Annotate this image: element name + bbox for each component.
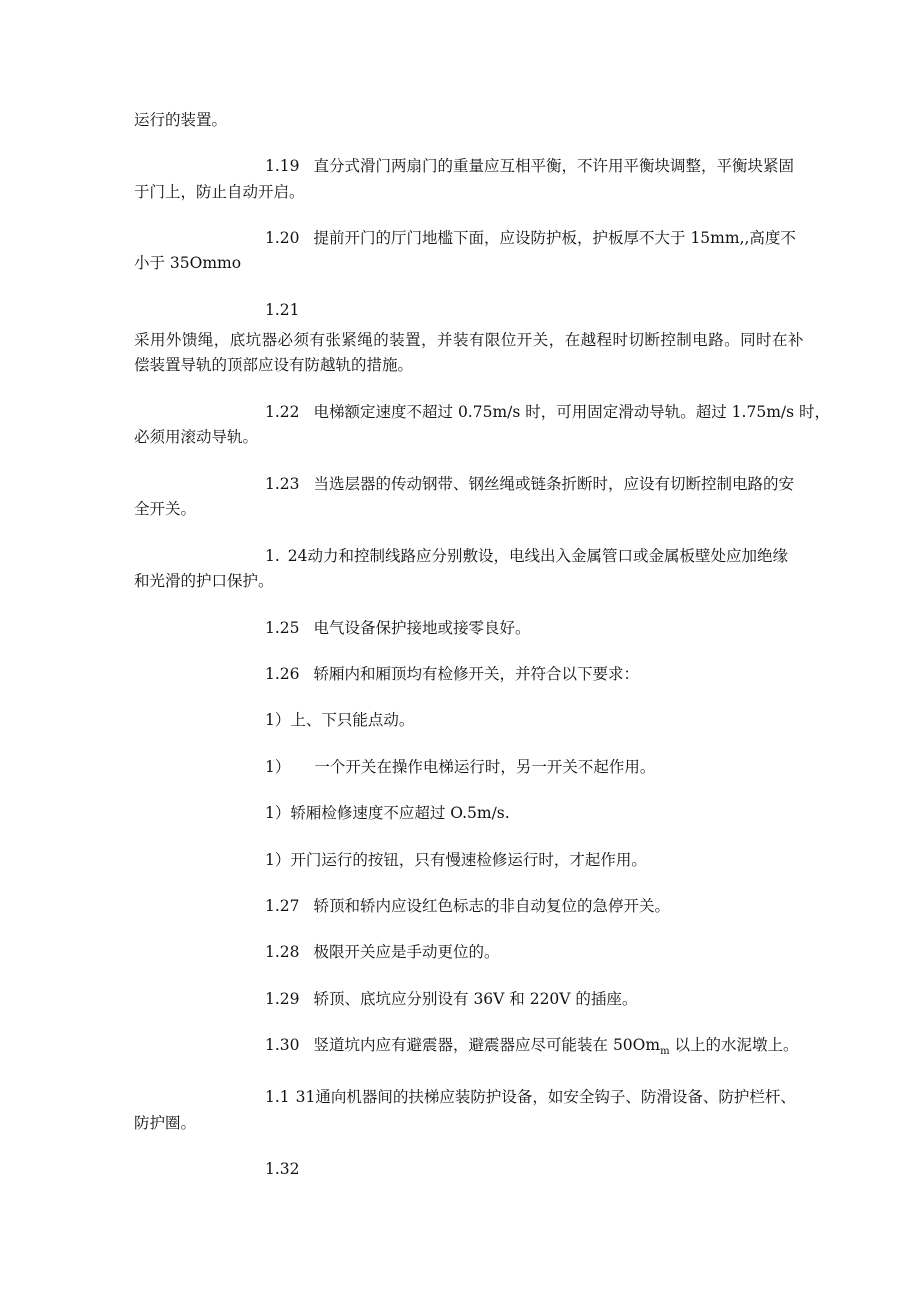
para-1-24-line1	[265, 546, 788, 566]
item-number: 1）	[265, 758, 291, 776]
para-number: 1.27	[265, 897, 300, 915]
para-1-19-line2: 于门上，防止自动开启。	[134, 183, 305, 201]
para-text: 轿顶、底坑应分别设有 36V 和 220V 的插座。	[313, 990, 638, 1008]
item-text: 一个开关在操作电梯运行时，另一开关不起作用。	[314, 758, 656, 776]
para-number: 1.19	[265, 157, 300, 175]
para-number: 1.22	[265, 403, 300, 421]
para-1-26	[265, 664, 639, 684]
para-text: 直分式滑门两扇门的重量应互相平衡，不许用平衡块调整，平衡块紧固	[313, 157, 795, 175]
para-number: 1.30	[265, 1036, 300, 1054]
para-1-29	[265, 989, 637, 1009]
para-number: 1.29	[265, 990, 300, 1008]
unit-subscript: m	[660, 1046, 670, 1058]
para-1-23-line2: 全开关。	[134, 500, 197, 518]
para-1-20-line1	[265, 228, 796, 248]
para-1-21-number: 1.21	[265, 301, 300, 319]
list-item	[265, 850, 647, 870]
para-text: 轿厢内和厢顶均有检修开关，并符合以下要求：	[313, 665, 640, 683]
para-1-27	[265, 896, 670, 916]
para-1-23-line1	[265, 474, 794, 494]
para-text: 24动力和控制线路应分别敷设，电线出入金属管口或金属板壁处应加绝缘	[287, 547, 789, 565]
para-number: 1.23	[265, 475, 300, 493]
para-1-28	[265, 942, 500, 962]
para-number: 1.28	[265, 943, 300, 961]
para-text: 轿顶和轿内应设红色标志的非自动复位的急停开关。	[313, 897, 671, 915]
list-item	[265, 803, 510, 823]
para-1-20-line2: 小于 35Ommo	[134, 254, 242, 272]
para-1-31-line2: 防护圈。	[134, 1114, 197, 1132]
item-number: 1）	[265, 711, 291, 729]
item-text: 轿厢检修速度不应超过 O.5m∕s.	[290, 804, 510, 822]
para-1-24-line2: 和光滑的护口保护。	[134, 572, 274, 590]
para-1-21-line2: 偿装置导轨的顶部应设有防越轨的措施。	[134, 356, 414, 374]
para-text: 竖道坑内应有避震器，避震器应尽可能装在 50Om	[313, 1036, 661, 1054]
para-1-22-line2: 必须用滚动导轨。	[134, 428, 259, 446]
item-number: 1）	[265, 804, 291, 822]
para-text: 电梯额定速度不超过 0.75m∕s 时，可用固定滑动导轨。超过 1.75m∕s 时，	[313, 403, 830, 421]
para-text: 提前开门的厅门地槛下面，应设防护板，护板厚不大于 15mm,,高度不	[313, 229, 796, 247]
para-1-32-number: 1.32	[265, 1160, 300, 1178]
para-number: 1.20	[265, 229, 300, 247]
para-text: 当选层器的传动钢带、钢丝绳或链条折断时，应设有切断控制电路的安	[313, 475, 795, 493]
para-1-31-line1	[265, 1087, 796, 1107]
list-item	[265, 757, 655, 777]
list-item	[265, 710, 414, 730]
para-text-tail: 以上的水泥墩上。	[669, 1036, 799, 1054]
item-number: 1）	[265, 851, 291, 869]
item-text: 上、下只能点动。	[290, 711, 415, 729]
para-text: 极限开关应是手动更位的。	[313, 943, 500, 961]
para-1-22-line1	[265, 402, 830, 422]
para-1-21-line1: 采用外馈绳，底坑器必须有张紧绳的装置，并装有限位开关，在越程时切断控制电路。同时在补	[134, 331, 804, 349]
para-text: 31通向机器间的扶梯应装防护设备，如安全钩子、防滑设备、防护栏杆、	[295, 1088, 796, 1106]
para-number: 1.	[265, 547, 280, 565]
para-1-25	[265, 618, 531, 638]
item-text: 开门运行的按钮，只有慢速检修运行时，才起作用。	[290, 851, 647, 869]
para-number: 1.25	[265, 619, 300, 637]
para-1-30	[265, 1035, 799, 1062]
para-1-19-line1	[265, 156, 795, 176]
para-number: 1.1	[265, 1088, 290, 1106]
para-text: 电气设备保护接地或接零良好。	[313, 619, 531, 637]
para-number: 1.26	[265, 665, 300, 683]
text-line: 运行的装置。	[134, 111, 228, 129]
